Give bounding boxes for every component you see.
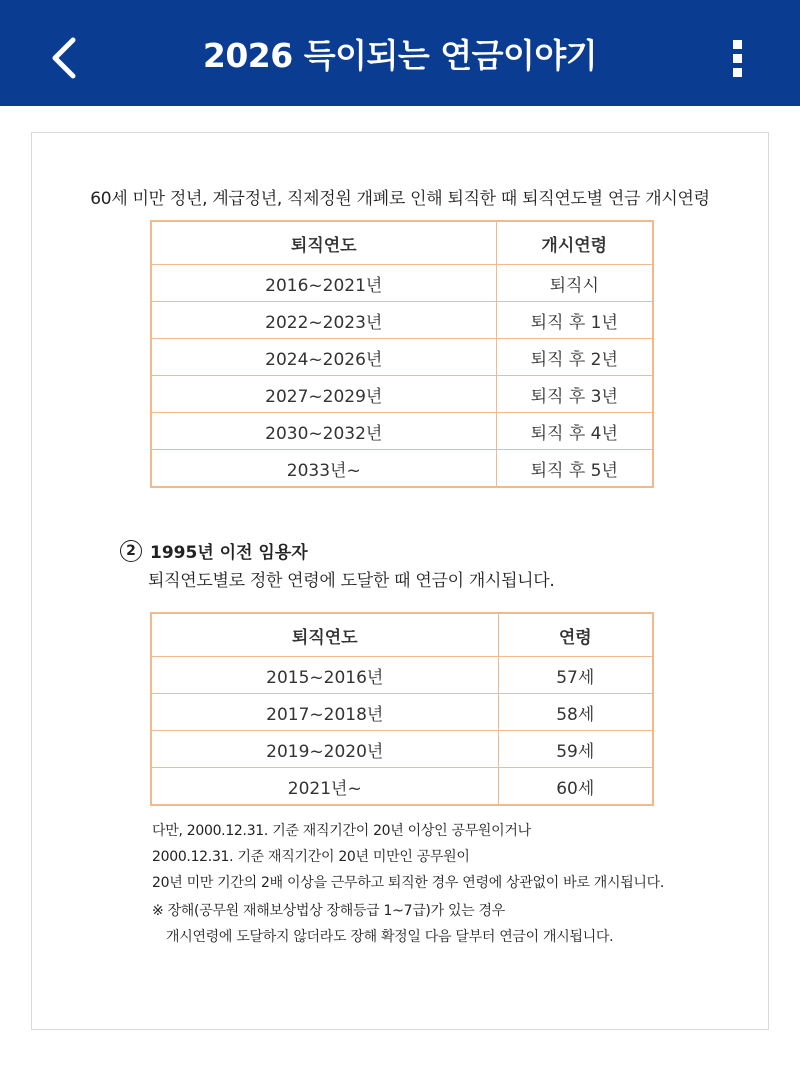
cell-start-age: 퇴직 후 5년 (496, 450, 653, 488)
cell-retire-year: 2019~2020년 (151, 731, 498, 768)
footnote-line: 개시연령에 도달하지 않더라도 장해 확정일 다음 달부터 연금이 개시됩니다. (166, 929, 614, 945)
cell-retire-year: 2022~2023년 (151, 302, 496, 339)
cell-retire-year: 2027~2029년 (151, 376, 496, 413)
table-row (151, 339, 653, 376)
column-header-retire-year: 퇴직연도 (151, 613, 498, 657)
cell-retire-year: 2024~2026년 (151, 339, 496, 376)
column-header-start-age: 개시연령 (496, 221, 653, 265)
footnote-line: ※ 장해(공무원 재해보상법상 장해등급 1~7급)가 있는 경우 (152, 903, 506, 919)
section2-title: 1995년 이전 임용자 (150, 543, 308, 563)
table-row (151, 265, 653, 302)
cell-age: 60세 (498, 768, 653, 806)
more-vertical-icon (732, 36, 744, 80)
cell-start-age: 퇴직 후 1년 (496, 302, 653, 339)
cell-retire-year: 2030~2032년 (151, 413, 496, 450)
table-row (151, 450, 653, 488)
table-row (151, 376, 653, 413)
table-header-row (151, 221, 653, 265)
table-row (151, 657, 653, 694)
footnote (152, 898, 613, 950)
table-row (151, 694, 653, 731)
note-line: 다만, 2000.12.31. 기준 재직기간이 20년 이상인 공무원이거나 (152, 823, 531, 839)
app-header (0, 0, 800, 106)
page-title: 2026 득이되는 연금이야기 (202, 35, 598, 75)
note-line: 20년 미만 기간의 2배 이상을 근무하고 퇴직한 경우 연령에 상관없이 바로 개시됩니다. (152, 875, 665, 891)
table-row (151, 302, 653, 339)
cell-age: 59세 (498, 731, 653, 768)
retirement-age-table (150, 220, 654, 488)
table-row (151, 413, 653, 450)
exception-notes (152, 818, 664, 896)
cell-start-age: 퇴직 후 4년 (496, 413, 653, 450)
age-by-year-table (150, 612, 654, 806)
cell-retire-year: 2017~2018년 (151, 694, 498, 731)
column-header-retire-year: 퇴직연도 (151, 221, 496, 265)
table-row (151, 768, 653, 806)
section-number-badge: 2 (120, 540, 142, 562)
more-menu-button[interactable] (718, 30, 758, 86)
cell-retire-year: 2016~2021년 (151, 265, 496, 302)
column-header-age: 연령 (498, 613, 653, 657)
cell-start-age: 퇴직 후 3년 (496, 376, 653, 413)
table1-caption: 60세 미만 정년, 계급정년, 직제정원 개폐로 인해 퇴직한 때 퇴직연도별 연금 개시연령 (90, 189, 710, 209)
section2-description: 퇴직연도별로 정한 연령에 도달한 때 연금이 개시됩니다. (148, 571, 555, 591)
cell-start-age: 퇴직 후 2년 (496, 339, 653, 376)
cell-retire-year: 2021년~ (151, 768, 498, 806)
cell-start-age: 퇴직시 (496, 265, 653, 302)
cell-age: 58세 (498, 694, 653, 731)
cell-retire-year: 2015~2016년 (151, 657, 498, 694)
section2-heading (120, 538, 308, 563)
cell-age: 57세 (498, 657, 653, 694)
table-row (151, 731, 653, 768)
table-header-row (151, 613, 653, 657)
cell-retire-year: 2033년~ (151, 450, 496, 488)
note-line: 2000.12.31. 기준 재직기간이 20년 미만인 공무원이 (152, 849, 470, 865)
